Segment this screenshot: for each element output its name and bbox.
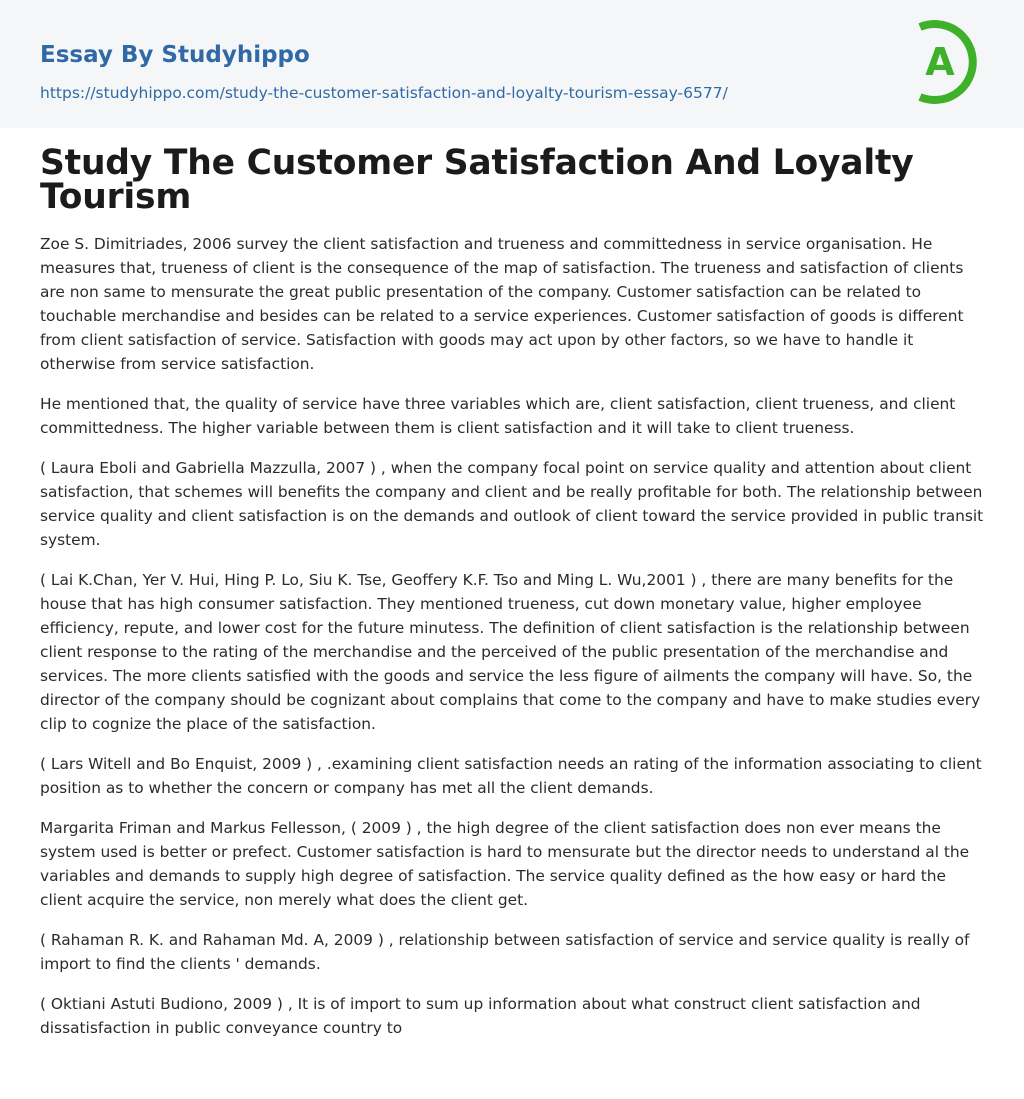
paragraph: Zoe S. Dimitriades, 2006 survey the client satisfaction and trueness and committedness in service organisation. He measures that, trueness of client is the consequence of the map of satisfaction. The trueness and satisfaction of clients are non same to mensurate the great public presentation of the company. Customer satisfaction can be related to touchable merchandise and besides can be related to a service experiences. Customer satisfaction of goods is different from client satisfaction of service. Satisfaction with goods may act upon by other factors, so we have to handle it otherwise from service satisfaction. [40, 235, 964, 373]
paragraph: ( Laura Eboli and Gabriella Mazzulla, 2007 ) , when the company focal point on service quality and attention about client satisfaction, that schemes will benefits the company and client and be really profitable for both. The relationship between service quality and client satisfaction is on the demands and outlook of client toward the service provided in public transit system. [40, 459, 984, 549]
paragraph: He mentioned that, the quality of service have three variables which are, client satisfaction, client trueness, and client committedness. The higher variable between them is client satisfaction and it will take to client trueness. [40, 395, 956, 437]
page-title: Study The Customer Satisfaction And Loyalty Tourism [40, 143, 914, 217]
site-brand[interactable]: Essay By Studyhippo [40, 42, 310, 68]
paragraph: Margarita Friman and Markus Fellesson, ( 2009 ) , the high degree of the client satisfaction does non ever means the system used is better or prefect. Customer satisfaction is hard to mensurate but the director needs to understand al the variables and demands to supply high degree of satisfaction. The service quality defined as the how easy or hard the client acquire the service, non merely what does the client get. [40, 819, 970, 909]
site-header [0, 0, 1024, 128]
paragraph: ( Lars Witell and Bo Enquist, 2009 ) , .examining client satisfaction needs an rating of the information associating to client position as to whether the concern or company has met all the client demands. [40, 755, 982, 797]
article-body [40, 232, 984, 1040]
logo-letter: A [925, 40, 955, 84]
paragraph: ( Oktiani Astuti Budiono, 2009 ) , It is of import to sum up information about what construct client satisfaction and dissatisfaction in public conveyance country to [40, 995, 921, 1037]
article [0, 143, 1024, 1040]
paragraph: ( Rahaman R. K. and Rahaman Md. A, 2009 ) , relationship between satisfaction of service and service quality is really of import to find the clients ' demands. [40, 931, 970, 973]
studyhippo-logo-icon[interactable] [912, 18, 988, 106]
paragraph: ( Lai K.Chan, Yer V. Hui, Hing P. Lo, Siu K. Tse, Geoffery K.F. Tso and Ming L. Wu,2001 ) , there are many benefits for the house that has high consumer satisfaction. They mentioned trueness, cut down monetary value, higher employee efficiency, repute, and lower cost for the future minutess. The definition of client satisfaction is the relationship between client response to the rating of the merchandise and the perceived of the public presentation of the merchandise and services. The more clients satisfied with the goods and service the less figure of ailments the company will have. So, the director of the company should be cognizant about complains that come to the company and have to make studies every clip to cognize the place of the satisfaction. [40, 571, 981, 733]
source-url-link[interactable]: https://studyhippo.com/study-the-customer-satisfaction-and-loyalty-tourism-essay-6577/ [40, 84, 728, 102]
